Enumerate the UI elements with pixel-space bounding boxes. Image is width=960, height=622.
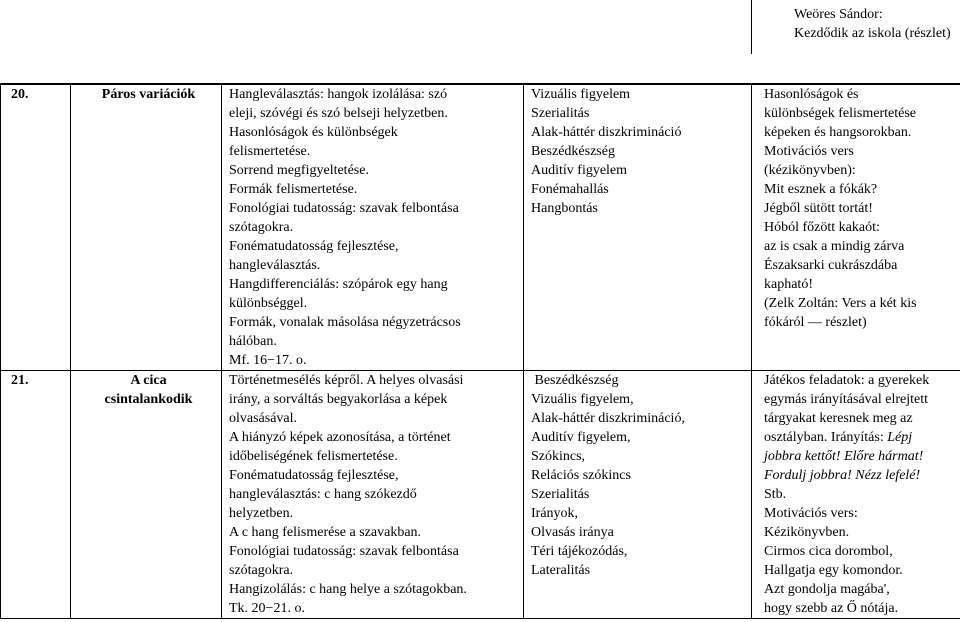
- table-row: [1, 84, 960, 371]
- lesson-title: A cica csintalankodik: [71, 371, 222, 619]
- activities-cell: Hangleválasztás: hangok izolálása: szó eleji, szóvégi és szó belseji helyzetben. Hasonlóságok és különbségek felismertetése. Sorrend megfigyeltetése. Formák felismertetése. Fonológiai tudatosság: szavak felbontása szótagokra. Fonématudatosság fejlesztése, hangleválasztás. Hangdifferenciálás: szópárok egy hang különbséggel. Formák, vonalak másolása négyzetrácsos hálóban. Mf. 16−17. o.: [222, 84, 524, 371]
- lesson-title: Páros variációk: [71, 84, 222, 371]
- italic-command: Lépj: [887, 430, 913, 445]
- materials-cell: Játékos feladatok: a gyerekek egymás irányításával elrejtett tárgyakat keresnek meg az osztályban. Irányítás: Lépj jobbra kettőt! Előre hármat! Fordulj jobbra! Nézz lefelé! Stb. Motivációs vers: Kézikönyvben. Cirmos cica dorombol, Hallgatja egy komondor. Azt gondolja magába', hogy szebb az Ő nótája.: [752, 371, 960, 619]
- development-cell: Beszédkészség Vizuális figyelem, Alak-háttér diszkrimináció, Auditív figyelem, Szókincs, Relációs szókincs Szerialitás Irányok, Olvasás iránya Téri tájékozódás, Lateralitás: [524, 371, 752, 619]
- header-author: Weöres Sándor:: [794, 7, 883, 22]
- materials-cell: Hasonlóságok és különbségek felismertetése képeken és hangsorokban. Motivációs vers (kézikönyvben): Mit esznek a fókák? Jégből sütött tortát! Hóból főzött kakaót: az is csak a mindig zárva Északsarki cukrászdába kapható! (Zelk Zoltán: Vers a két kis fókáról — részlet): [752, 84, 960, 371]
- header-subtitle: Kezdődik az iskola (részlet): [794, 26, 951, 41]
- table-row: [1, 371, 960, 619]
- lesson-plan-table: [0, 83, 960, 619]
- activities-cell: Történetmesélés képről. A helyes olvasási irány, a sorváltás begyakorlása a képek olvasásával. A hiányzó képek azonosítása, a történet időbeliségének felismertetése. Fonématudatosság fejlesztése, hangleválasztás: c hang szókezdő helyzetben. A c hang felismerése a szavakban. Fonológiai tudatosság: szavak felbontása szótagokra. Hangizolálás: c hang helye a szótagokban. Tk. 20−21. o.: [222, 371, 524, 619]
- lesson-number: 21.: [1, 371, 71, 619]
- development-cell: Vizuális figyelem Szerialitás Alak-háttér diszkrimináció Beszédkészség Auditív figyelem Fonémahallás Hangbontás: [524, 84, 752, 371]
- lesson-number: 20.: [1, 84, 71, 371]
- page-header-box: [751, 0, 960, 54]
